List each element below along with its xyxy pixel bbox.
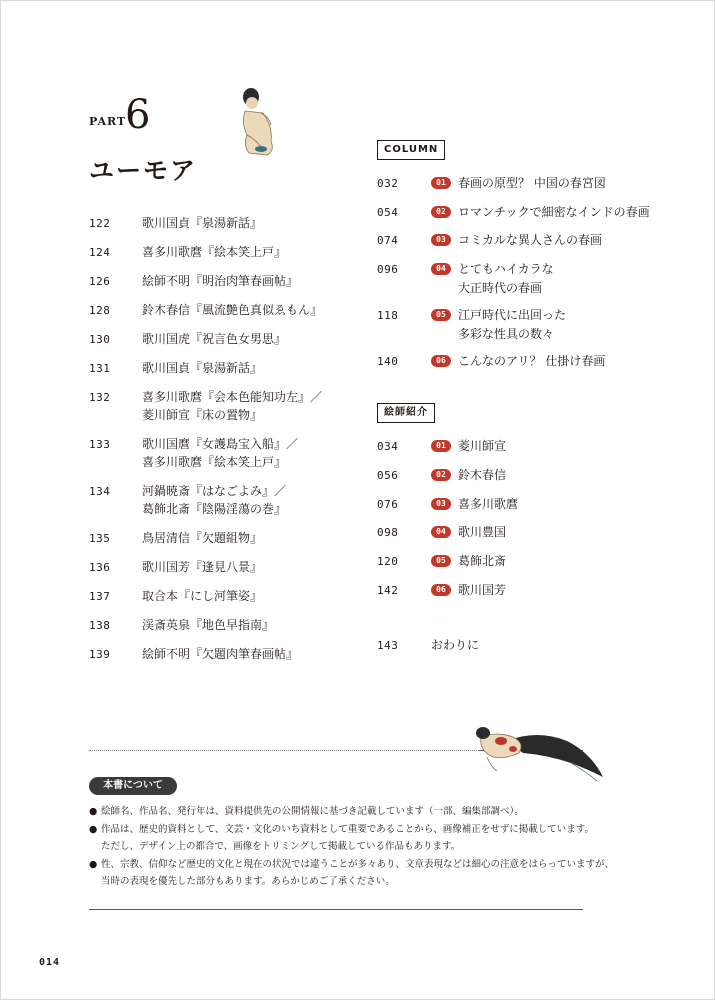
divider-dotted (89, 750, 479, 751)
entry-title: 鳥居清信『欠題組物』 (142, 531, 263, 545)
entry-badge: 05 (431, 309, 451, 321)
entry-page: 142 (377, 584, 399, 597)
entry-title: 歌川豊国 (458, 525, 507, 540)
entry-badge: 04 (431, 263, 451, 275)
about-note (101, 838, 460, 855)
entry-page: 131 (89, 362, 111, 375)
entry-title: 多彩な性具の数々 (458, 326, 555, 341)
part-label: PART (89, 115, 127, 128)
part-number: 6 (125, 92, 151, 138)
entry-title: 喜多川歌麿『絵本笑上戸』 (142, 245, 287, 259)
entry-badge: 06 (431, 584, 451, 596)
column-heading: COLUMN (377, 140, 445, 160)
about-note-text: ただし、デザイン上の都合で、画像をトリミングして掲載している作品もあります。 (101, 841, 461, 852)
entry-page: 132 (89, 391, 111, 404)
entry-badge: 02 (431, 206, 451, 218)
entry-title: 喜多川歌麿 (458, 496, 519, 511)
entry-page: 136 (89, 561, 111, 574)
divider-bottom (89, 909, 583, 910)
seated-figure-illustration (231, 83, 281, 161)
entry-page: 122 (89, 217, 111, 230)
entry-title: 絵師不明『明治肉筆春画帖』 (142, 274, 299, 288)
page-number: 014 (39, 957, 61, 968)
entry-page: 054 (377, 205, 399, 219)
entry-page: 133 (89, 438, 111, 451)
bullet-icon: ● (89, 806, 98, 817)
about-note-text: 作品は、歴史的資料として、文芸・文化のいち資料として重要であることから、画像補正をせずに掲載しています。 (101, 823, 595, 835)
entry-title: おわりに (431, 638, 480, 652)
entry-badge: 03 (431, 498, 451, 510)
entry-badge: 06 (431, 355, 451, 367)
entry-page: 140 (377, 354, 399, 368)
entry-page: 074 (377, 234, 399, 247)
entry-page: 126 (89, 275, 111, 288)
entry-badge: 02 (431, 469, 451, 481)
entry-page: 096 (377, 262, 399, 276)
entry-page: 076 (377, 497, 399, 511)
entry-title: ロマンチックで細密なインドの春画 (458, 204, 650, 219)
entry-page: 135 (89, 532, 111, 545)
about-note (89, 803, 524, 820)
entry-title: 春画の原型？ 中国の春宮図 (458, 176, 606, 190)
entry-title: 鈴木春信 (458, 467, 507, 482)
entry-page: 134 (89, 485, 111, 498)
entry-page: 118 (377, 308, 399, 322)
entry-badge: 05 (431, 555, 451, 567)
entry-page: 032 (377, 177, 399, 190)
about-note (101, 873, 395, 890)
bullet-icon: ● (89, 823, 98, 835)
about-note-text: 性、宗教、信仰など歴史的文化と現在の状況では違うことが多々あり、文章表現などは細心の注意をはらっていますが、 (101, 858, 615, 870)
entry-title: 歌川国芳 (458, 583, 507, 597)
about-note (89, 856, 614, 873)
entry-page: 128 (89, 304, 111, 317)
entry-page: 056 (377, 468, 399, 482)
entry-page: 137 (89, 590, 111, 603)
entry-page: 138 (89, 619, 111, 632)
entry-title: コミカルな異人さんの春画 (458, 233, 603, 247)
entry-title: 喜多川歌麿『会本色能知功左』／ (142, 390, 323, 404)
entry-page: 124 (89, 246, 111, 259)
bullet-icon: ● (89, 858, 98, 870)
entry-title: 河鍋暁斎『はなごよみ』／ (142, 484, 287, 498)
entry-title: 菱川師宣 (458, 439, 507, 453)
entry-title: 喜多川歌麿『絵本笑上戸』 (142, 455, 287, 469)
entry-title: 絵師不明『欠題肉筆春画帖』 (142, 647, 299, 661)
about-note-text: 絵師名、作品名、発行年は、資料提供先の公開情報に基づき記載しています（一部、編集部調べ）。 (101, 806, 524, 817)
entry-title: 取合本『にし河筆姿』 (142, 589, 263, 603)
entry-badge: 04 (431, 526, 451, 538)
entry-title: 歌川国貞『泉湯新話』 (142, 216, 263, 230)
entry-page: 143 (377, 639, 399, 652)
entry-page: 120 (377, 555, 399, 569)
entry-title: 鈴木春信『風流艶色真似ゑもん』 (142, 303, 323, 317)
part-title: ユーモア (89, 156, 198, 185)
reclining-figure-illustration (467, 719, 607, 785)
about-note (89, 821, 594, 838)
entry-title: 菱川師宣『床の置物』 (142, 408, 263, 422)
entry-badge: 01 (431, 440, 451, 452)
entry-title: 歌川国芳『逢見八景』 (142, 560, 263, 574)
entry-page: 139 (89, 648, 111, 661)
entry-title: とてもハイカラな (458, 261, 554, 276)
entry-title: 歌川国麿『女護島宝入船』／ (142, 437, 299, 451)
entry-badge: 03 (431, 234, 451, 246)
about-note-text: 当時の表現を優先した部分もあります。あらかじめご了承ください。 (101, 876, 395, 887)
entry-page: 130 (89, 333, 111, 346)
entry-title: こんなのアリ？ 仕掛け春画 (458, 353, 606, 368)
entry-title: 葛飾北斎『陰陽淫蕩の巻』 (142, 502, 287, 516)
about-book-label: 本書について (89, 777, 177, 795)
entry-title: 渓斎英泉『地色早指南』 (142, 618, 275, 632)
entry-title: 歌川国貞『泉湯新話』 (142, 361, 263, 375)
entry-badge: 01 (431, 177, 451, 189)
artist-heading: 絵師紹介 (377, 403, 435, 423)
entry-page: 034 (377, 440, 399, 453)
entry-title: 大正時代の春画 (458, 280, 543, 295)
entry-title: 歌川国虎『祝言色女男思』 (142, 332, 287, 346)
entry-title: 江戸時代に出回った (458, 307, 567, 322)
entry-title: 葛飾北斎 (458, 554, 507, 569)
entry-page: 098 (377, 526, 399, 540)
